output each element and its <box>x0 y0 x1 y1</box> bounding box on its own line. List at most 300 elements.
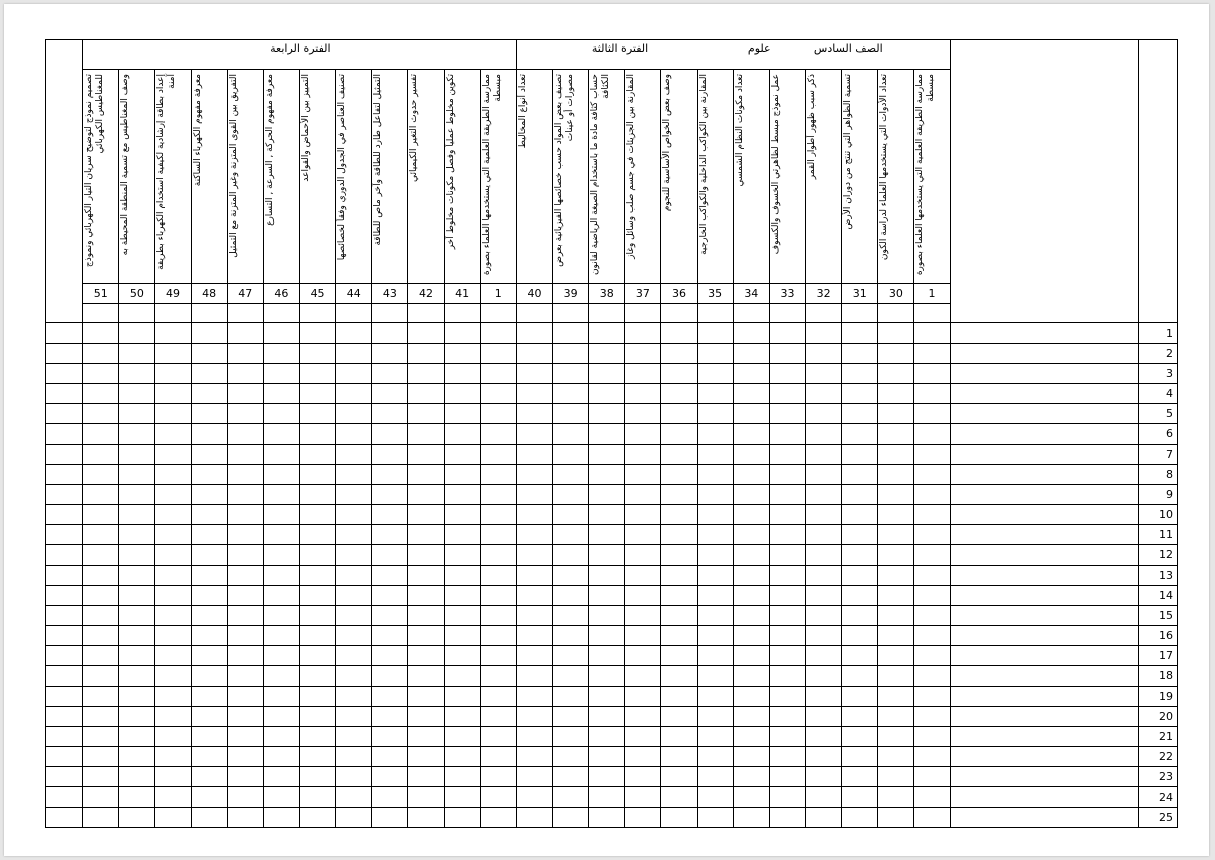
grade-entry-cell[interactable] <box>83 666 119 686</box>
grade-entry-cell[interactable] <box>444 706 480 726</box>
grade-entry-cell[interactable] <box>155 646 191 666</box>
grade-entry-cell[interactable] <box>516 747 552 767</box>
grade-entry-cell[interactable] <box>769 484 805 504</box>
grade-entry-cell[interactable] <box>553 444 589 464</box>
grade-entry-cell[interactable] <box>661 807 697 827</box>
grade-entry-cell[interactable] <box>914 464 950 484</box>
grade-entry-cell[interactable] <box>625 464 661 484</box>
grade-entry-cell[interactable] <box>408 605 444 625</box>
grade-entry-cell[interactable] <box>589 404 625 424</box>
grade-entry-cell[interactable] <box>878 787 914 807</box>
grade-entry-cell[interactable] <box>408 424 444 444</box>
grade-entry-cell[interactable] <box>83 545 119 565</box>
grade-entry-cell[interactable] <box>806 464 842 484</box>
grade-entry-cell[interactable] <box>336 545 372 565</box>
grade-entry-cell[interactable] <box>480 343 516 363</box>
grade-entry-cell[interactable] <box>336 444 372 464</box>
grade-entry-cell[interactable] <box>842 343 878 363</box>
grade-entry-cell[interactable] <box>83 384 119 404</box>
grade-entry-cell[interactable] <box>661 444 697 464</box>
grade-entry-cell[interactable] <box>480 424 516 444</box>
student-name-cell[interactable] <box>950 646 1139 666</box>
grade-entry-cell[interactable] <box>553 424 589 444</box>
grade-entry-cell[interactable] <box>625 363 661 383</box>
grade-entry-cell[interactable] <box>191 585 227 605</box>
grade-entry-cell[interactable] <box>697 424 733 444</box>
grade-entry-cell[interactable] <box>697 343 733 363</box>
grade-entry-cell[interactable] <box>516 585 552 605</box>
grade-entry-cell[interactable] <box>553 363 589 383</box>
grade-entry-cell[interactable] <box>155 706 191 726</box>
grade-entry-cell[interactable] <box>444 666 480 686</box>
grade-entry-cell[interactable] <box>155 363 191 383</box>
grade-entry-cell[interactable] <box>227 646 263 666</box>
grade-entry-cell[interactable] <box>914 424 950 444</box>
grade-entry-cell[interactable] <box>263 646 299 666</box>
grade-entry-cell[interactable] <box>625 767 661 787</box>
grade-entry-cell[interactable] <box>263 807 299 827</box>
grade-entry-cell[interactable] <box>589 686 625 706</box>
grade-entry-cell[interactable] <box>733 363 769 383</box>
grade-entry-cell[interactable] <box>878 464 914 484</box>
grade-entry-cell[interactable] <box>733 525 769 545</box>
grade-entry-cell[interactable] <box>914 525 950 545</box>
grade-entry-cell[interactable] <box>733 706 769 726</box>
grade-entry-cell[interactable] <box>914 545 950 565</box>
grade-entry-cell[interactable] <box>83 525 119 545</box>
grade-entry-cell[interactable] <box>408 384 444 404</box>
grade-entry-cell[interactable] <box>842 666 878 686</box>
grade-entry-cell[interactable] <box>589 484 625 504</box>
grade-entry-cell[interactable] <box>733 767 769 787</box>
grade-entry-cell[interactable] <box>914 767 950 787</box>
grade-entry-cell[interactable] <box>842 464 878 484</box>
student-name-cell[interactable] <box>950 666 1139 686</box>
grade-entry-cell[interactable] <box>444 626 480 646</box>
student-name-cell[interactable] <box>950 605 1139 625</box>
grade-entry-cell[interactable] <box>263 404 299 424</box>
grade-entry-cell[interactable] <box>553 666 589 686</box>
grade-entry-cell[interactable] <box>914 726 950 746</box>
grade-entry-cell[interactable] <box>372 545 408 565</box>
grade-entry-cell[interactable] <box>914 404 950 424</box>
grade-entry-cell[interactable] <box>553 565 589 585</box>
grade-entry-cell[interactable] <box>480 545 516 565</box>
grade-entry-cell[interactable] <box>842 484 878 504</box>
grade-entry-cell[interactable] <box>300 666 336 686</box>
grade-entry-cell[interactable] <box>733 646 769 666</box>
grade-entry-cell[interactable] <box>480 323 516 343</box>
grade-entry-cell[interactable] <box>878 545 914 565</box>
grade-entry-cell[interactable] <box>191 666 227 686</box>
grade-entry-cell[interactable] <box>516 545 552 565</box>
grade-entry-cell[interactable] <box>155 525 191 545</box>
grade-entry-cell[interactable] <box>625 726 661 746</box>
grade-entry-cell[interactable] <box>372 666 408 686</box>
grade-entry-cell[interactable] <box>300 464 336 484</box>
grade-entry-cell[interactable] <box>372 787 408 807</box>
grade-entry-cell[interactable] <box>553 726 589 746</box>
grade-entry-cell[interactable] <box>408 666 444 686</box>
grade-entry-cell[interactable] <box>661 767 697 787</box>
grade-entry-cell[interactable] <box>408 323 444 343</box>
student-name-cell[interactable] <box>950 767 1139 787</box>
grade-entry-cell[interactable] <box>336 363 372 383</box>
student-name-cell[interactable] <box>950 343 1139 363</box>
grade-entry-cell[interactable] <box>806 343 842 363</box>
grade-entry-cell[interactable] <box>227 384 263 404</box>
grade-entry-cell[interactable] <box>300 787 336 807</box>
grade-entry-cell[interactable] <box>733 343 769 363</box>
grade-entry-cell[interactable] <box>806 525 842 545</box>
grade-entry-cell[interactable] <box>914 706 950 726</box>
grade-entry-cell[interactable] <box>372 585 408 605</box>
grade-entry-cell[interactable] <box>480 464 516 484</box>
grade-entry-cell[interactable] <box>806 626 842 646</box>
grade-entry-cell[interactable] <box>119 585 155 605</box>
grade-entry-cell[interactable] <box>914 747 950 767</box>
grade-entry-cell[interactable] <box>733 726 769 746</box>
grade-entry-cell[interactable] <box>878 706 914 726</box>
grade-entry-cell[interactable] <box>806 646 842 666</box>
grade-entry-cell[interactable] <box>625 605 661 625</box>
grade-entry-cell[interactable] <box>516 787 552 807</box>
grade-entry-cell[interactable] <box>300 686 336 706</box>
grade-entry-cell[interactable] <box>553 525 589 545</box>
grade-entry-cell[interactable] <box>516 626 552 646</box>
grade-entry-cell[interactable] <box>733 484 769 504</box>
grade-entry-cell[interactable] <box>191 363 227 383</box>
grade-entry-cell[interactable] <box>661 626 697 646</box>
grade-entry-cell[interactable] <box>697 666 733 686</box>
grade-entry-cell[interactable] <box>625 525 661 545</box>
grade-entry-cell[interactable] <box>697 787 733 807</box>
grade-entry-cell[interactable] <box>408 787 444 807</box>
grade-entry-cell[interactable] <box>119 767 155 787</box>
grade-entry-cell[interactable] <box>444 444 480 464</box>
grade-entry-cell[interactable] <box>516 565 552 585</box>
grade-entry-cell[interactable] <box>263 505 299 525</box>
grade-entry-cell[interactable] <box>155 787 191 807</box>
student-name-cell[interactable] <box>950 565 1139 585</box>
grade-entry-cell[interactable] <box>227 464 263 484</box>
grade-entry-cell[interactable] <box>300 585 336 605</box>
grade-entry-cell[interactable] <box>155 384 191 404</box>
grade-entry-cell[interactable] <box>227 363 263 383</box>
grade-entry-cell[interactable] <box>553 343 589 363</box>
grade-entry-cell[interactable] <box>336 424 372 444</box>
grade-entry-cell[interactable] <box>914 646 950 666</box>
grade-entry-cell[interactable] <box>119 545 155 565</box>
grade-entry-cell[interactable] <box>914 807 950 827</box>
grade-entry-cell[interactable] <box>697 585 733 605</box>
grade-entry-cell[interactable] <box>300 505 336 525</box>
grade-entry-cell[interactable] <box>516 767 552 787</box>
grade-entry-cell[interactable] <box>625 585 661 605</box>
grade-entry-cell[interactable] <box>769 323 805 343</box>
grade-entry-cell[interactable] <box>697 484 733 504</box>
grade-entry-cell[interactable] <box>155 666 191 686</box>
grade-entry-cell[interactable] <box>878 323 914 343</box>
grade-entry-cell[interactable] <box>480 565 516 585</box>
grade-entry-cell[interactable] <box>444 505 480 525</box>
grade-entry-cell[interactable] <box>480 605 516 625</box>
grade-entry-cell[interactable] <box>842 505 878 525</box>
grade-entry-cell[interactable] <box>227 767 263 787</box>
grade-entry-cell[interactable] <box>480 505 516 525</box>
grade-entry-cell[interactable] <box>336 747 372 767</box>
grade-entry-cell[interactable] <box>733 585 769 605</box>
grade-entry-cell[interactable] <box>119 706 155 726</box>
grade-entry-cell[interactable] <box>155 444 191 464</box>
grade-entry-cell[interactable] <box>191 323 227 343</box>
grade-entry-cell[interactable] <box>842 384 878 404</box>
grade-entry-cell[interactable] <box>697 706 733 726</box>
grade-entry-cell[interactable] <box>155 767 191 787</box>
grade-entry-cell[interactable] <box>444 323 480 343</box>
grade-entry-cell[interactable] <box>444 605 480 625</box>
grade-entry-cell[interactable] <box>408 444 444 464</box>
grade-entry-cell[interactable] <box>372 646 408 666</box>
grade-entry-cell[interactable] <box>372 505 408 525</box>
grade-entry-cell[interactable] <box>661 343 697 363</box>
grade-entry-cell[interactable] <box>589 565 625 585</box>
grade-entry-cell[interactable] <box>769 747 805 767</box>
grade-entry-cell[interactable] <box>733 505 769 525</box>
grade-entry-cell[interactable] <box>697 626 733 646</box>
grade-entry-cell[interactable] <box>336 646 372 666</box>
grade-entry-cell[interactable] <box>842 787 878 807</box>
grade-entry-cell[interactable] <box>119 464 155 484</box>
grade-entry-cell[interactable] <box>553 807 589 827</box>
grade-entry-cell[interactable] <box>227 626 263 646</box>
grade-entry-cell[interactable] <box>733 747 769 767</box>
grade-entry-cell[interactable] <box>300 726 336 746</box>
grade-entry-cell[interactable] <box>119 444 155 464</box>
grade-entry-cell[interactable] <box>733 444 769 464</box>
grade-entry-cell[interactable] <box>227 747 263 767</box>
grade-entry-cell[interactable] <box>119 404 155 424</box>
grade-entry-cell[interactable] <box>83 767 119 787</box>
student-name-cell[interactable] <box>950 384 1139 404</box>
grade-entry-cell[interactable] <box>444 545 480 565</box>
grade-entry-cell[interactable] <box>553 323 589 343</box>
grade-entry-cell[interactable] <box>842 525 878 545</box>
grade-entry-cell[interactable] <box>697 363 733 383</box>
grade-entry-cell[interactable] <box>227 323 263 343</box>
student-name-cell[interactable] <box>950 464 1139 484</box>
grade-entry-cell[interactable] <box>263 585 299 605</box>
grade-entry-cell[interactable] <box>83 464 119 484</box>
grade-entry-cell[interactable] <box>372 464 408 484</box>
grade-entry-cell[interactable] <box>408 767 444 787</box>
grade-entry-cell[interactable] <box>806 666 842 686</box>
grade-entry-cell[interactable] <box>83 565 119 585</box>
grade-entry-cell[interactable] <box>553 605 589 625</box>
grade-entry-cell[interactable] <box>83 323 119 343</box>
grade-entry-cell[interactable] <box>806 424 842 444</box>
grade-entry-cell[interactable] <box>661 404 697 424</box>
grade-entry-cell[interactable] <box>444 787 480 807</box>
grade-entry-cell[interactable] <box>769 666 805 686</box>
grade-entry-cell[interactable] <box>661 686 697 706</box>
grade-entry-cell[interactable] <box>878 505 914 525</box>
grade-entry-cell[interactable] <box>806 767 842 787</box>
grade-entry-cell[interactable] <box>516 726 552 746</box>
grade-entry-cell[interactable] <box>661 666 697 686</box>
grade-entry-cell[interactable] <box>408 646 444 666</box>
student-name-cell[interactable] <box>950 807 1139 827</box>
grade-entry-cell[interactable] <box>191 424 227 444</box>
grade-entry-cell[interactable] <box>372 726 408 746</box>
grade-entry-cell[interactable] <box>372 343 408 363</box>
student-name-cell[interactable] <box>950 686 1139 706</box>
grade-entry-cell[interactable] <box>806 686 842 706</box>
grade-entry-cell[interactable] <box>806 706 842 726</box>
grade-entry-cell[interactable] <box>661 747 697 767</box>
grade-entry-cell[interactable] <box>191 807 227 827</box>
grade-entry-cell[interactable] <box>83 444 119 464</box>
grade-entry-cell[interactable] <box>119 666 155 686</box>
grade-entry-cell[interactable] <box>769 585 805 605</box>
grade-entry-cell[interactable] <box>842 404 878 424</box>
grade-entry-cell[interactable] <box>842 363 878 383</box>
grade-entry-cell[interactable] <box>697 767 733 787</box>
grade-entry-cell[interactable] <box>191 505 227 525</box>
grade-entry-cell[interactable] <box>155 605 191 625</box>
grade-entry-cell[interactable] <box>372 363 408 383</box>
grade-entry-cell[interactable] <box>444 343 480 363</box>
student-name-cell[interactable] <box>950 484 1139 504</box>
grade-entry-cell[interactable] <box>227 525 263 545</box>
grade-entry-cell[interactable] <box>806 585 842 605</box>
grade-entry-cell[interactable] <box>191 384 227 404</box>
grade-entry-cell[interactable] <box>842 626 878 646</box>
grade-entry-cell[interactable] <box>263 686 299 706</box>
grade-entry-cell[interactable] <box>336 565 372 585</box>
student-name-cell[interactable] <box>950 424 1139 444</box>
grade-entry-cell[interactable] <box>119 384 155 404</box>
grade-entry-cell[interactable] <box>119 605 155 625</box>
grade-entry-cell[interactable] <box>300 626 336 646</box>
grade-entry-cell[interactable] <box>83 726 119 746</box>
grade-entry-cell[interactable] <box>878 767 914 787</box>
grade-entry-cell[interactable] <box>842 444 878 464</box>
grade-entry-cell[interactable] <box>806 363 842 383</box>
grade-entry-cell[interactable] <box>806 605 842 625</box>
grade-entry-cell[interactable] <box>191 404 227 424</box>
grade-entry-cell[interactable] <box>914 565 950 585</box>
student-name-cell[interactable] <box>950 444 1139 464</box>
grade-entry-cell[interactable] <box>806 787 842 807</box>
grade-entry-cell[interactable] <box>625 807 661 827</box>
grade-entry-cell[interactable] <box>769 424 805 444</box>
grade-entry-cell[interactable] <box>806 505 842 525</box>
student-name-cell[interactable] <box>950 726 1139 746</box>
grade-entry-cell[interactable] <box>191 686 227 706</box>
grade-entry-cell[interactable] <box>589 444 625 464</box>
grade-entry-cell[interactable] <box>589 646 625 666</box>
grade-entry-cell[interactable] <box>372 484 408 504</box>
grade-entry-cell[interactable] <box>769 686 805 706</box>
grade-entry-cell[interactable] <box>336 464 372 484</box>
grade-entry-cell[interactable] <box>516 605 552 625</box>
grade-entry-cell[interactable] <box>83 404 119 424</box>
grade-entry-cell[interactable] <box>625 484 661 504</box>
grade-entry-cell[interactable] <box>191 787 227 807</box>
grade-entry-cell[interactable] <box>516 525 552 545</box>
grade-entry-cell[interactable] <box>625 646 661 666</box>
grade-entry-cell[interactable] <box>697 686 733 706</box>
grade-entry-cell[interactable] <box>300 565 336 585</box>
grade-entry-cell[interactable] <box>263 384 299 404</box>
grade-entry-cell[interactable] <box>372 384 408 404</box>
grade-entry-cell[interactable] <box>83 424 119 444</box>
grade-entry-cell[interactable] <box>589 767 625 787</box>
grade-entry-cell[interactable] <box>263 484 299 504</box>
grade-entry-cell[interactable] <box>878 565 914 585</box>
grade-entry-cell[interactable] <box>119 807 155 827</box>
grade-entry-cell[interactable] <box>806 404 842 424</box>
grade-entry-cell[interactable] <box>119 787 155 807</box>
grade-entry-cell[interactable] <box>553 545 589 565</box>
grade-entry-cell[interactable] <box>806 545 842 565</box>
grade-entry-cell[interactable] <box>263 363 299 383</box>
grade-entry-cell[interactable] <box>769 404 805 424</box>
grade-entry-cell[interactable] <box>697 404 733 424</box>
grade-entry-cell[interactable] <box>227 404 263 424</box>
grade-entry-cell[interactable] <box>227 343 263 363</box>
grade-entry-cell[interactable] <box>372 525 408 545</box>
grade-entry-cell[interactable] <box>155 464 191 484</box>
grade-entry-cell[interactable] <box>155 686 191 706</box>
grade-entry-cell[interactable] <box>300 444 336 464</box>
grade-entry-cell[interactable] <box>589 787 625 807</box>
grade-entry-cell[interactable] <box>300 484 336 504</box>
grade-entry-cell[interactable] <box>842 565 878 585</box>
grade-entry-cell[interactable] <box>191 605 227 625</box>
grade-entry-cell[interactable] <box>408 505 444 525</box>
grade-entry-cell[interactable] <box>155 343 191 363</box>
grade-entry-cell[interactable] <box>842 646 878 666</box>
grade-entry-cell[interactable] <box>480 767 516 787</box>
grade-entry-cell[interactable] <box>516 424 552 444</box>
grade-entry-cell[interactable] <box>661 363 697 383</box>
grade-entry-cell[interactable] <box>191 444 227 464</box>
grade-entry-cell[interactable] <box>769 384 805 404</box>
grade-entry-cell[interactable] <box>625 505 661 525</box>
grade-entry-cell[interactable] <box>83 605 119 625</box>
grade-entry-cell[interactable] <box>589 666 625 686</box>
grade-entry-cell[interactable] <box>444 464 480 484</box>
grade-entry-cell[interactable] <box>480 404 516 424</box>
grade-entry-cell[interactable] <box>878 807 914 827</box>
grade-entry-cell[interactable] <box>733 605 769 625</box>
grade-entry-cell[interactable] <box>336 787 372 807</box>
grade-entry-cell[interactable] <box>553 747 589 767</box>
grade-entry-cell[interactable] <box>516 505 552 525</box>
grade-entry-cell[interactable] <box>119 343 155 363</box>
grade-entry-cell[interactable] <box>625 706 661 726</box>
grade-entry-cell[interactable] <box>372 424 408 444</box>
grade-entry-cell[interactable] <box>336 626 372 646</box>
grade-entry-cell[interactable] <box>769 525 805 545</box>
grade-entry-cell[interactable] <box>408 484 444 504</box>
student-name-cell[interactable] <box>950 545 1139 565</box>
grade-entry-cell[interactable] <box>553 686 589 706</box>
grade-entry-cell[interactable] <box>878 646 914 666</box>
grade-entry-cell[interactable] <box>878 363 914 383</box>
